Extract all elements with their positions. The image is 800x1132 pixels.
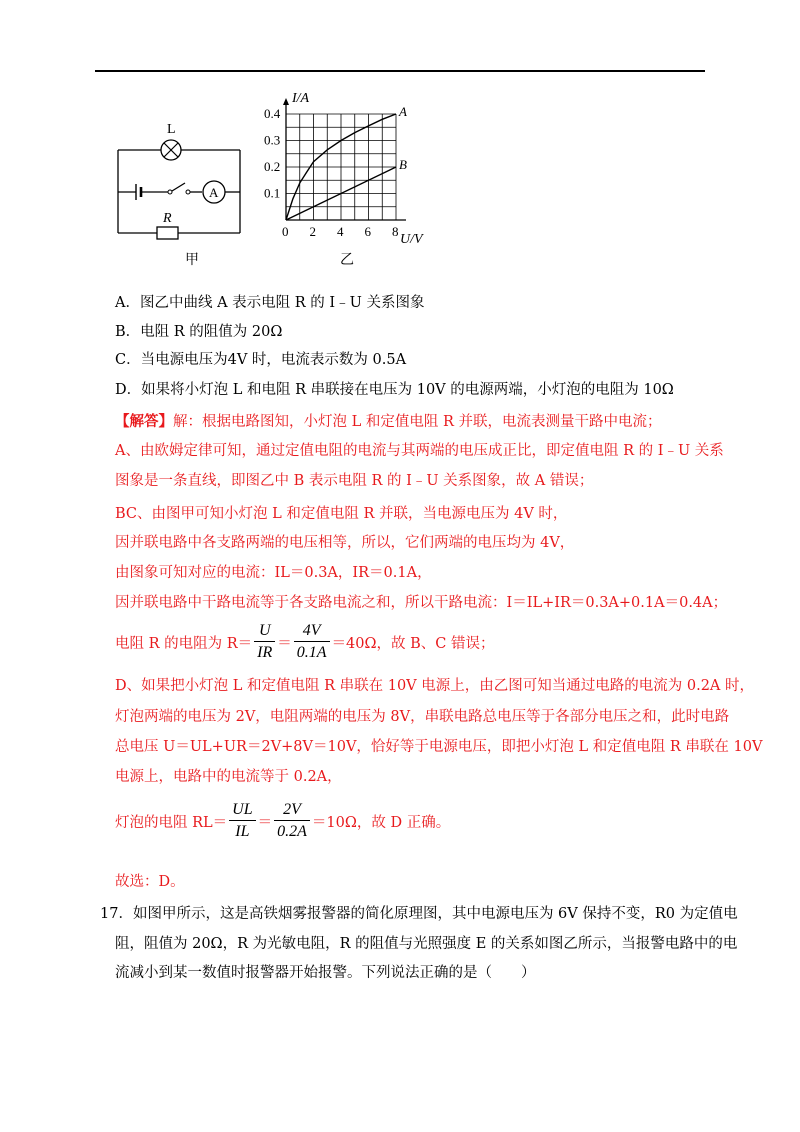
eq1-den2: 0.1A bbox=[296, 644, 327, 661]
eq2-fraction-1 bbox=[229, 800, 255, 843]
series-a-label: A bbox=[399, 104, 407, 119]
resistor-label: R bbox=[163, 211, 172, 226]
answer-choice: 故选：D。 bbox=[115, 874, 185, 890]
y-axis-arrow-icon bbox=[283, 98, 289, 105]
y-tick-label: 0.4 bbox=[264, 106, 281, 121]
eq2-suffix: ＝10Ω，故 D 正确。 bbox=[311, 815, 451, 831]
eq1-fraction-1 bbox=[254, 621, 275, 664]
option-a: A．图乙中曲线 A 表示电阻 R 的 I﹣U 关系图象 bbox=[115, 295, 425, 311]
figure-jia-caption: 甲 bbox=[185, 252, 199, 268]
lamp-label: L bbox=[167, 122, 176, 137]
answer-line-10: 总电压 U＝UL+UR＝2V+8V＝10V，恰好等于电源电压，即把小灯泡 L 和定值电阻 R 串联在 10V bbox=[115, 739, 763, 755]
eq2-fraction-2 bbox=[274, 800, 310, 843]
equation-resistance-r: 电阻 R 的电阻为 R＝ $\frac{U}{IR}$ ＝ $\frac{4V}{0.1A}$ ＝40Ω，故 B、C 错误； bbox=[115, 621, 495, 664]
answer-line-4: BC、由图甲可知小灯泡 L 和定值电阻 R 并联，当电源电压为 4V 时， bbox=[115, 506, 568, 522]
answer-tag: 【解答】 bbox=[115, 413, 173, 430]
x-tick-label: 0 bbox=[282, 224, 289, 239]
x-axis-label: U/V bbox=[400, 232, 423, 247]
eq2-num2: 2V bbox=[274, 800, 310, 821]
answer-line-9: 灯泡两端的电压为 2V，电阻两端的电压为 8V，串联电路总电压等于各部分电压之和，此时电路 bbox=[115, 709, 730, 725]
series-b-label: B bbox=[399, 157, 407, 172]
answer-line-3: 图象是一条直线，即图乙中 B 表示电阻 R 的 I﹣U 关系图象，故 A 错误； bbox=[115, 473, 594, 489]
eq2-prefix: 灯泡的电阻 RL＝ bbox=[115, 815, 228, 831]
x-tick-label: 4 bbox=[337, 224, 344, 239]
figure-yi-caption: 乙 bbox=[340, 252, 354, 268]
eq2-den2: 0.2A bbox=[277, 823, 307, 840]
x-tick-label: 2 bbox=[309, 224, 316, 239]
eq2-den1: IL bbox=[235, 823, 250, 840]
answer-line-6: 由图象可知对应的电流：IL＝0.3A，IR＝0.1A， bbox=[115, 565, 432, 581]
circuit-diagram bbox=[110, 88, 250, 273]
answer-line-11: 电源上，电路中的电流等于 0.2A， bbox=[115, 769, 342, 785]
answer-line-1 bbox=[115, 412, 661, 432]
switch-icon bbox=[172, 183, 185, 191]
y-tick-label: 0.1 bbox=[264, 185, 281, 201]
circuit-figure bbox=[110, 88, 250, 277]
q17-line-3: 流减小到某一数值时报警器开始报警。下列说法正确的是（ ） bbox=[115, 965, 536, 981]
answer-intro: 解：根据电路图知，小灯泡 L 和定值电阻 R 并联，电流表测量干路中电流； bbox=[173, 414, 662, 430]
answer-line-7: 因并联电路中干路电流等于各支路电流之和，所以干路电流：I＝IL+IR＝0.3A+0.1A＝0.4A； bbox=[115, 595, 728, 611]
header-rule bbox=[95, 70, 705, 72]
y-tick-label: 0.3 bbox=[264, 132, 281, 148]
option-d: D．如果将小灯泡 L 和电阻 R 串联接在电压为 10V 的电源两端，小灯泡的电阻为 10Ω bbox=[115, 382, 674, 398]
eq1-fraction-2 bbox=[294, 621, 330, 664]
ammeter-label: A bbox=[209, 185, 219, 200]
answer-line-8: D、如果把小灯泡 L 和定值电阻 R 串联在 10V 电源上，由乙图可知当通过电路的电流为 0.2A 时， bbox=[115, 678, 754, 694]
resistor-icon bbox=[157, 227, 178, 239]
x-tick-label: 8 bbox=[392, 224, 399, 239]
eq1-prefix: 电阻 R 的电阻为 R＝ bbox=[115, 636, 253, 652]
answer-line-5: 因并联电路中各支路两端的电压相等，所以，它们两端的电压均为 4V， bbox=[115, 535, 575, 551]
eq1-num2: 4V bbox=[294, 621, 330, 642]
iu-chart-figure bbox=[264, 88, 438, 277]
option-c: C．当电源电压为4V 时，电流表示数为 0.5A bbox=[115, 352, 407, 368]
y-tick-label: 0.2 bbox=[264, 159, 281, 174]
q17-line-2: 阻，阻值为 20Ω，R 为光敏电阻，R 的阻值与光照强度 E 的关系如图乙所示，当报警电路中的电 bbox=[115, 936, 738, 952]
option-b: B．电阻 R 的阻值为 20Ω bbox=[115, 324, 283, 340]
equation-resistance-rl: 灯泡的电阻 RL＝ $\frac{UL}{IL}$ ＝ $\frac{2V}{0.2A}$ ＝10Ω，故 D 正确。 bbox=[115, 800, 450, 843]
q17-line-1: 17．如图甲所示，这是高铁烟雾报警器的简化原理图，其中电源电压为 6V 保持不变，R0 为定值电 bbox=[100, 906, 738, 922]
y-axis-label: I/A bbox=[292, 91, 310, 106]
iu-chart bbox=[264, 88, 438, 273]
eq1-num1: U bbox=[254, 621, 275, 642]
eq2-num1: UL bbox=[229, 800, 255, 821]
x-tick-label: 6 bbox=[364, 224, 371, 239]
answer-line-2: A、由欧姆定律可知，通过定值电阻的电流与其两端的电压成正比，即定值电阻 R 的 I﹣U 关系 bbox=[115, 443, 724, 459]
eq1-den1: IR bbox=[257, 644, 273, 661]
eq1-suffix: ＝40Ω，故 B、C 错误； bbox=[331, 636, 495, 652]
